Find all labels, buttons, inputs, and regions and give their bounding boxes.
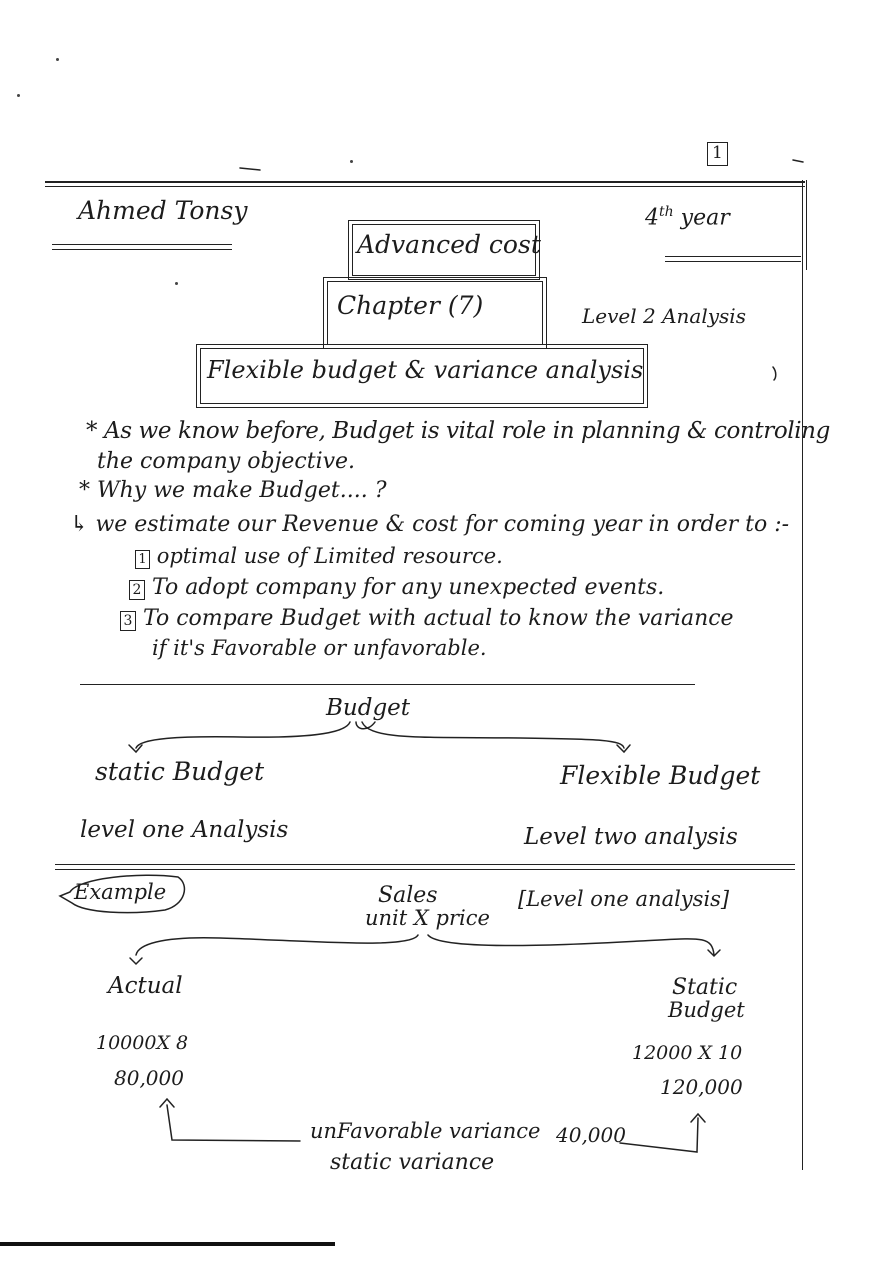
course-title: Advanced cost [357,230,541,259]
point-number: 3 [120,611,136,631]
variance-line [167,1105,698,1152]
variance-amount: 40,000 [556,1123,626,1147]
sales-brace-left [136,935,418,955]
page-number: 1 [712,143,723,163]
sales-title: Sales [378,883,438,908]
author-name: Ahmed Tonsy [78,196,248,225]
budget-brace-right [362,722,624,748]
static-calc: 12000 X 10 [632,1042,743,1064]
example-tag: Example [74,880,167,904]
point-number: 1 [135,550,150,569]
static-budget-label: static Budget [95,757,265,786]
flexible-level-label: Level two analysis [524,824,738,850]
level-note: Level 2 Analysis [582,304,746,328]
stray-mark [793,160,803,162]
year-word: year [680,205,730,231]
actual-label: Actual [108,973,183,999]
stray-mark [240,168,260,170]
stray-mark [773,367,776,380]
point-number: 2 [129,580,145,600]
question-line: * Why we make Budget.... ? [79,478,387,503]
point-text: optimal use of Limited resource. [156,544,503,568]
intro-line-1: * As we know before, Budget is vital role in planning & controling [86,418,830,444]
intro-line-2: the company objective. [97,449,356,474]
arrow-bullet-icon: ↳ [70,512,89,537]
flexible-budget-label: Flexible Budget [560,761,761,790]
budget-brace-mid [356,722,375,729]
static-total: 120,000 [660,1075,743,1099]
static-label-2: Budget [668,998,745,1022]
answer-text: we estimate our Revenue & cost for coming year in order to :- [95,512,790,537]
static-label-1: Static [672,975,738,1000]
year-suffix: th [659,204,674,220]
chapter-title: Chapter (7) [337,291,484,320]
bottom-scan-bar [0,1242,335,1246]
sales-formula: unit X price [365,906,490,930]
sales-brace-right [428,935,714,955]
example-bubble [60,875,184,912]
static-level-label: level one Analysis [80,817,289,843]
point-text: To compare Budget with actual to know the variance [143,606,734,631]
point-text: To adopt company for any unexpected events. [152,575,665,600]
budget-root: Budget [326,695,411,721]
level-one-label: [Level one analysis] [518,887,730,911]
actual-calc: 10000X 8 [96,1032,189,1054]
variance-label: unFavorable variance [310,1119,541,1143]
budget-brace-left [136,722,350,748]
actual-total: 80,000 [114,1066,184,1090]
point-3-continuation: if it's Favorable or unfavorable. [152,636,487,660]
year-number: 4 [645,205,659,231]
topic-title: Flexible budget & variance analysis [207,356,644,384]
variance-type: static variance [330,1150,495,1175]
arrow-down-icon [130,958,142,964]
